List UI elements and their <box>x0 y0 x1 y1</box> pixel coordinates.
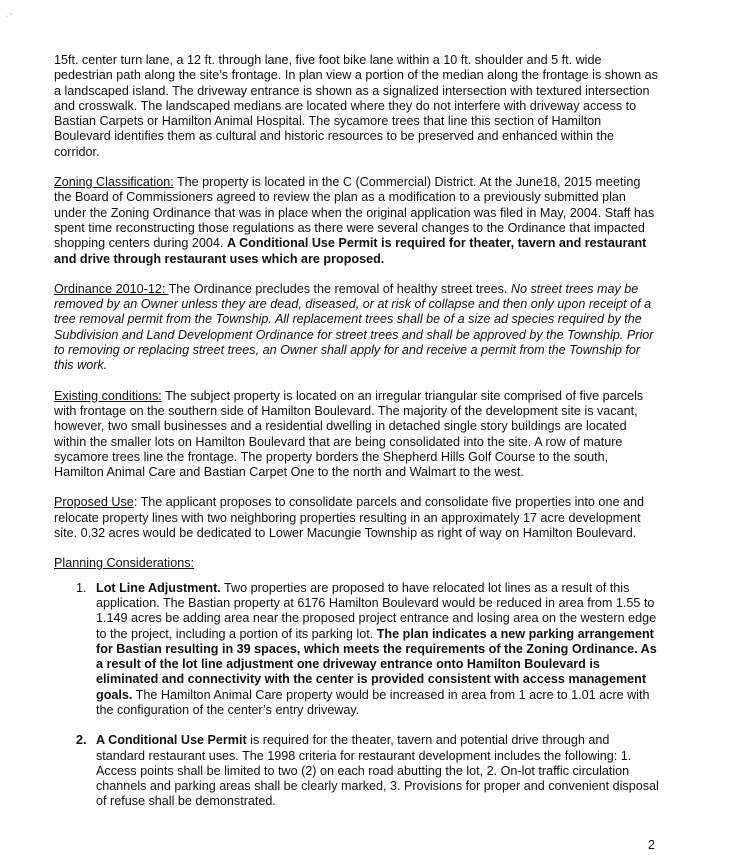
document-body <box>54 53 660 825</box>
list-item <box>54 733 660 809</box>
existing-conditions-text: The subject property is located on an irregular triangular site comprised of five parcels with frontage on the southern side of Hamilton Boulevard. The majority of the development site is vacant, however, two small businesses and a residential dwelling in detached single story buildings are located within the smaller lots on Hamilton Boulevard that are being consolidated into the site. A row of mature sycamore trees line the frontage. The property borders the Shepherd Hills Golf Course to the south, Hamilton Animal Care and Bastian Carpet One to the north and Walmart to the west. <box>54 388 644 480</box>
planning-considerations-list <box>54 581 660 810</box>
list-item-title: Lot Line Adjustment. <box>96 580 221 595</box>
proposed-use-text: : The applicant proposes to consolidate parcels and consolidate five properties into one and relocate property lines with two neighboring properties resulting in an approximately 17 acre development site. 0.32 acres would be dedicated to Lower Macungie Township as right of way on Hamilton Boulevard. <box>54 495 644 541</box>
existing-conditions-label: Existing conditions: <box>54 388 162 403</box>
ordinance-text: The Ordinance precludes the removal of healthy street trees. <box>168 281 511 296</box>
zoning-label: Zoning Classification: <box>54 175 174 190</box>
ordinance-label: Ordinance 2010-12: <box>54 281 169 296</box>
list-item-title: A Conditional Use Permit <box>96 733 247 748</box>
list-item-number: 1. <box>76 580 87 595</box>
list-item <box>54 581 660 719</box>
zoning-bold-text: A Conditional Use Permit is required for theater, tavern and restaurant and drive through restaurant uses which are proposed. <box>54 236 647 266</box>
proposed-use-paragraph <box>54 495 660 541</box>
list-item-bold-text: The plan indicates a new parking arrangement for Bastian resulting in 39 spaces, which meets the requirements of the Zoning Ordinance. As a result of the lot line adjustment one driveway entrance onto Hamilton Boulevard is eliminated and connectivity with the center is provided consistent with access management goals. <box>96 626 657 702</box>
list-item-text: Two properties are proposed to have relocated lot lines as a result of this application. The Bastian property at 6176 Hamilton Boulevard would be reduced in area from 1.55 to 1.149 acres be adding area near the proposed project entrance and losing area on the western edge to the project, including a portion of its parking lot. <box>96 580 657 641</box>
page-number: 2 <box>648 838 655 852</box>
list-item-text: is required for the theater, tavern and potential drive through and standard restaurant uses. The 1998 criteria for restaurant development includes the following: 1. Access points shall be limited to two (2) on each road abutting the lot, 2. On-lot traffic circulation channels and parking areas shall be clearly marked, 3. Provisions for proper and convenient disposal of refuse shall be demonstrated. <box>96 733 659 809</box>
intro-paragraph: 15ft. center turn lane, a 12 ft. through lane, five foot bike lane within a 10 ft. shoulder and 5 ft. wide pedestrian path along the site’s frontage. In plan view a portion of the median along the frontage is shown as a landscaped island. The driveway entrance is shown as a signalized intersection with textured intersection and crosswalk. The landscaped medians are located where they do not interfere with driveway access to Bastian Carpets or Hamilton Animal Hospital. The sycamore trees that line this section of Hamilton Boulevard identifies them as cultural and historic resources to be preserved and enhanced within the corridor. <box>54 53 658 159</box>
zoning-paragraph <box>54 175 660 267</box>
planning-considerations-heading: Planning Considerations: <box>54 556 195 571</box>
existing-conditions-paragraph <box>54 389 660 481</box>
ordinance-paragraph <box>54 282 660 374</box>
ordinance-italic-text: No street trees may be removed by an Owner unless they are dead, diseased, or at risk of collapse and then only upon receipt of a tree removal permit from the Township. All replacement trees shall be of a size ad species required by the Subdivision and Land Development Ordinance for street trees and shall be approved by the Township. Prior to removing or replacing street trees, an Owner shall apply for and receive a permit from the Township for this work. <box>54 281 654 373</box>
zoning-text: The property is located in the C (Commercial) District. At the June18, 2015 meeting the Board of Commissioners agreed to review the plan as a modification to a previously submitted plan under the Zoning Ordinance that was in place when the original application was filed in May, 2004. Staff has spent time reconstructing those regulations as there were several changes to the Ordinance that impacted shopping centers during 2004. <box>54 175 655 251</box>
proposed-use-label: Proposed Use <box>54 495 134 510</box>
scan-mark: · ’ <box>6 13 12 20</box>
list-item-text-end: The Hamilton Animal Care property would be increased in area from 1 acre to 1.01 acre with the configuration of the center’s entry driveway. <box>96 687 650 717</box>
list-item-number: 2. <box>76 733 87 748</box>
